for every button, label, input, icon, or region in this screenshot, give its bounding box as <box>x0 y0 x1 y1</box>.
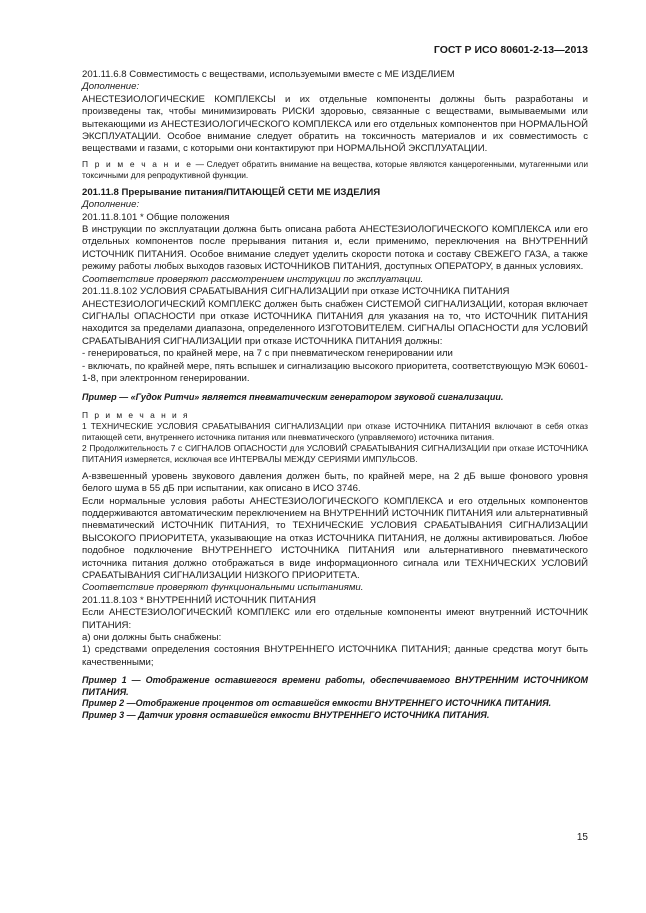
example: Пример 1 — Отображение оставшегося времени работы, обеспечиваемого ВНУТРЕННИМ ИСТОЧНИКОМ ПИТАНИЯ. <box>82 675 588 697</box>
standard-header: ГОСТ Р ИСО 80601-2-13—2013 <box>433 44 588 56</box>
paragraph: АНЕСТЕЗИОЛОГИЧЕСКИЕ КОМПЛЕКСЫ и их отдельные компоненты должны быть разработаны и произведены так, чтобы минимизировать РИСКИ здоровью, связанные с веществами, вымываемыми или вытекающими из АНЕСТЕЗИОЛОГИЧЕСКОГО КОМПЛЕКСА или его отдельных компонентов при НОРМАЛЬНОЙ ЭКСПЛУАТАЦИИ. Особое внимание следует обратить на токсичность материалов и их совместимость с веществами и газами, с которыми они контактируют при НОРМАЛЬНОЙ ЭКСПЛУАТАЦИИ. <box>82 93 588 155</box>
addition-label: Дополнение: <box>82 81 140 93</box>
list-item: - генерироваться, по крайней мере, на 7 с при пневматическом генерировании или <box>82 348 453 360</box>
note-text: — Следует обратить внимание на вещества, которые являются канцерогенными, мутагенными или токсичными для репродуктивной функции. <box>82 158 588 180</box>
page-number: 15 <box>576 832 588 843</box>
clause-heading: 201.11.8.101 * Общие положения <box>82 211 230 223</box>
clause-heading: 201.11.8.103 * ВНУТРЕННИЙ ИСТОЧНИК ПИТАНИЯ <box>82 594 316 606</box>
section-heading: 201.11.8 Прерывание питания/ПИТАЮЩЕЙ СЕТИ МЕ ИЗДЕЛИЯ <box>82 186 381 198</box>
example: Пример 2 —Отображение процентов от оставшейся емкости ВНУТРЕННЕГО ИСТОЧНИКА ПИТАНИЯ. <box>82 698 552 709</box>
paragraph: Если АНЕСТЕЗИОЛОГИЧЕСКИЙ КОМПЛЕКС или его отдельные компоненты имеют внутренний ИСТОЧНИК ПИТАНИЯ: <box>82 607 588 631</box>
paragraph: В инструкции по эксплуатации должна быть описана работа АНЕСТЕЗИОЛОГИЧЕСКОГО КОМПЛЕКСА или его отдельных компонентов после прерывания питания и, если применимо, переключения на ВНУТРЕННИЙ ИСТОЧНИК ПИТАНИЯ. Особое внимание следует уделить скорости потока и составу СВЕЖЕГО ГАЗА, а также режиму работы любых выходов газовых ИСТОЧНИКОВ ПИТАНИЯ, доступных ОПЕРАТОРУ, в данных условиях. <box>82 224 588 273</box>
clause-heading: 201.11.6.8 Совместимость с веществами, используемыми вместе с МЕ ИЗДЕЛИЕМ <box>82 69 455 80</box>
clause-heading: 201.11.8.102 УСЛОВИЯ СРАБАТЫВАНИЯ СИГНАЛИЗАЦИИ при отказе ИСТОЧНИКА ПИТАНИЯ <box>82 286 510 298</box>
document-body <box>82 69 588 721</box>
addition-label: Дополнение: <box>82 199 140 211</box>
note: 1 ТЕХНИЧЕСКИЕ УСЛОВИЯ СРАБАТЫВАНИЯ СИГНАЛИЗАЦИИ при отказе ИСТОЧНИКА ПИТАНИЯ включают в себя отказ питающей сети, внутреннего источника питания или пневматического (управляемого) источника питания. <box>82 420 588 442</box>
note: 2 Продолжительность 7 с СИГНАЛОВ ОПАСНОСТИ для УСЛОВИЙ СРАБАТЫВАНИЯ СИГНАЛИЗАЦИИ при отказе ИСТОЧНИКА ПИТАНИЯ измеряется, исключая все ИНТЕРВАЛЫ МЕЖДУ СЕРИЯМИ ИМПУЛЬСОВ. <box>82 442 588 464</box>
example: Пример — «Гудок Ритчи» является пневматическим генератором звуковой сигнализации. <box>82 392 504 403</box>
list-item: а) они должны быть снабжены: <box>82 632 222 644</box>
compliance-statement: Соответствие проверяют функциональными испытаниями. <box>82 582 364 594</box>
paragraph: Если нормальные условия работы АНЕСТЕЗИОЛОГИЧЕСКОГО КОМПЛЕКСА и его отдельных компонентов поддерживаются автоматическим переключением на ВНУТРЕННИЙ ИСТОЧНИК ПИТАНИЯ или альтернативный пневматический ИСТОЧНИК ПИТАНИЯ, то ТЕХНИЧЕСКИЕ УСЛОВИЯ СРАБАТЫВАНИЯ СИГНАЛИЗАЦИИ ВЫСОКОГО ПРИОРИТЕТА, указывающие на отказ ИСТОЧНИКА ПИТАНИЯ, не должны активироваться. Любое подобное подключение ВНУТРЕННЕГО ИСТОЧНИКА ПИТАНИЯ или альтернативного пневматического источника питания должно отображаться в виде информационного сигнала или ТЕХНИЧЕСКИХ УСЛОВИЙ СРАБАТЫВАНИЯ СИГНАЛИЗАЦИИ НИЗКОГО ПРИОРИТЕТА. <box>82 495 588 581</box>
compliance-statement: Соответствие проверяют рассмотрением инструкции по эксплуатации. <box>82 273 424 285</box>
paragraph: АНЕСТЕЗИОЛОГИЧЕСКИЙ КОМПЛЕКС должен быть снабжен СИСТЕМОЙ СИГНАЛИЗАЦИИ, которая включает СИГНАЛЫ ОПАСНОСТИ при отказе ИСТОЧНИКА ПИТАНИЯ для указания на то, что ИСТОЧНИК ПИТАНИЯ находится за пределами диапазона, определенного ИЗГОТОВИТЕЛЕМ. СИГНАЛЫ ОПАСНОСТИ для УСЛОВИЙ СРАБАТЫВАНИЯ СИГНАЛИЗАЦИИ при отказе ИСТОЧНИКА ПИТАНИЯ должны: <box>82 298 588 347</box>
paragraph: А-взвешенный уровень звукового давления должен быть, по крайней мере, на 2 дБ выше фонового уровня белого шума в 55 дБ при испытании, как описано в ИСО 3746. <box>82 470 588 495</box>
example: Пример 3 — Датчик уровня оставшейся емкости ВНУТРЕННЕГО ИСТОЧНИКА ПИТАНИЯ. <box>82 709 490 720</box>
list-item: - включать, по крайней мере, пять вспышек и сигнализацию высокого приоритета, соответствующую МЭК 60601-1-8, при электронном генерировании. <box>82 360 588 384</box>
note-label: П р и м е ч а н и е <box>82 158 193 169</box>
list-item: 1) средствами определения состояния ВНУТРЕННЕГО ИСТОЧНИКА ПИТАНИЯ; данные средства могут быть качественными; <box>82 644 588 668</box>
notes-label: П р и м е ч а н и я <box>82 409 190 420</box>
note <box>82 159 588 181</box>
